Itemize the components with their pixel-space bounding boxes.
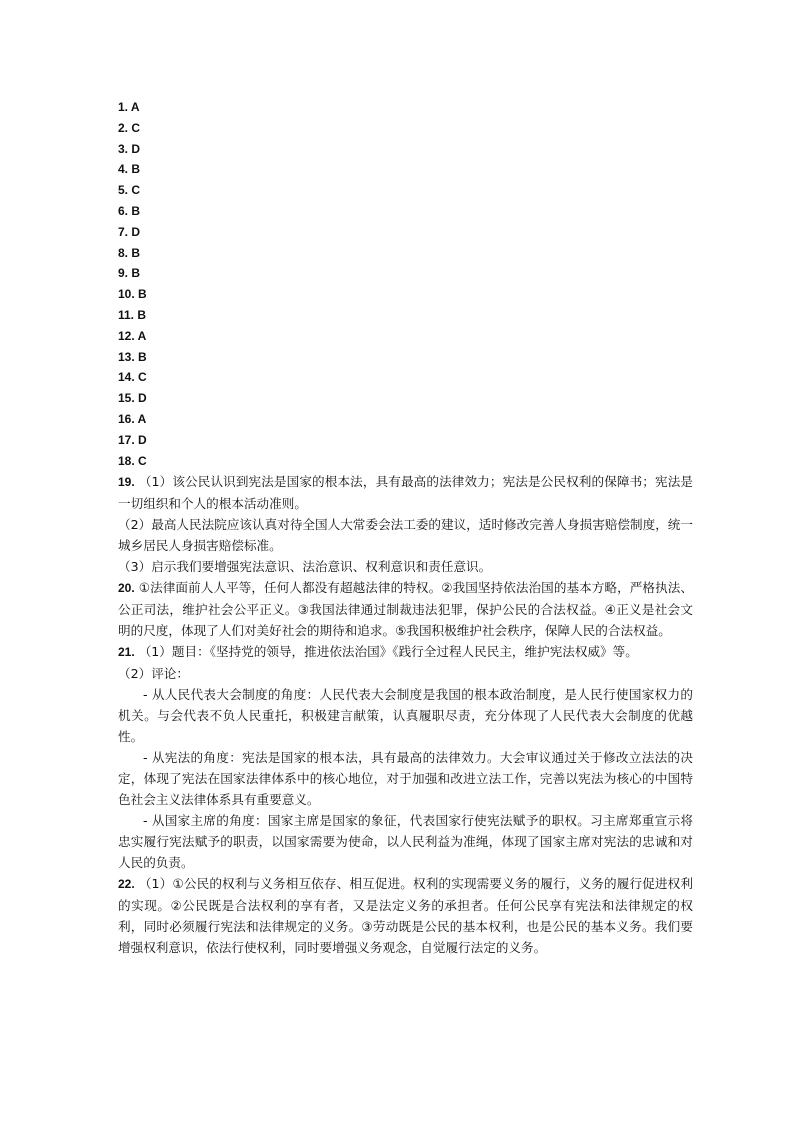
mc-answer-17: 17. D <box>118 432 147 447</box>
mc-answer-9: 9. B <box>118 266 141 281</box>
mc-answer-15: 15. D <box>118 391 147 406</box>
question-21-answer <box>118 641 693 873</box>
q21-comment-congress: - 从人民代表大会制度的角度：人民代表大会制度是我国的根本政治制度，是人民行使国家权力的机关。与会代表不负人民重托，积极建言献策，认真履职尽责，充分体现了人民代表大会制度的优越性。 <box>118 687 693 745</box>
mc-answer-11: 11. B <box>118 307 147 322</box>
mc-answer-13: 13. B <box>118 349 147 364</box>
question-22-answer <box>118 873 693 958</box>
q21-part-2: （2）评论： <box>118 666 189 682</box>
mc-answer-1: 1. A <box>118 100 140 114</box>
q21-part-1-text: （1）题目：《坚持党的领导，推进依法治国》《践行全过程人民民主，维护宪法权威》等。 <box>138 644 638 660</box>
mc-answer-18: 18. C <box>118 453 147 468</box>
mc-answer-4: 4. B <box>118 162 141 177</box>
q19-part-1 <box>118 471 693 514</box>
q22-part-1-text: （1）①公民的权利与义务相互依存、相互促进。权利的实现需要义务的履行，义务的履行促进权利的实现。②公民既是合法权利的享有者，又是法定义务的承担者。任何公民享有宪法和法律规定的权利，同时必须履行宪法和法律规定的义务。③劳动既是公民的基本权利，也是公民的基本义务。我们要增强权利意识，依法行使权利，同时要增强义务观念，自觉履行法定的义务。 <box>118 876 693 956</box>
mc-answer-8: 8. B <box>118 245 141 260</box>
answer-key-page <box>118 97 693 958</box>
multiple-choice-answers <box>118 97 693 471</box>
q19-number: 19. <box>118 475 135 490</box>
question-19-answer <box>118 471 693 577</box>
mc-answer-14: 14. C <box>118 370 147 385</box>
q22-number: 22. <box>118 877 135 892</box>
mc-answer-6: 6. B <box>118 203 141 218</box>
q21-comment-constitution: - 从宪法的角度：宪法是国家的根本法，具有最高的法律效力。大会审议通过关于修改立法法的决定，体现了宪法在国家法律体系中的核心地位，对于加强和改进立法工作，完善以宪法为核心的中国特色社会主义法律体系具有重要意义。 <box>118 750 693 808</box>
q19-part-1-text: （1）该公民认识到宪法是国家的根本法，具有最高的法律效力；宪法是公民权利的保障书；宪法是一切组织和个人的根本活动准则。 <box>118 474 693 512</box>
mc-answer-16: 16. A <box>118 411 147 426</box>
q20-text: ①法律面前人人平等，任何人都没有超越法律的特权。②我国坚持依法治国的基本方略，严格执法、公正司法，维护社会公平正义。③我国法律通过制裁违法犯罪，保护公民的合法权益。④正义是社会文明的尺度，体现了人们对美好社会的期待和追求。⑤我国积极维护社会秩序，保障人民的合法权益。 <box>118 580 693 639</box>
question-20-answer <box>118 577 693 641</box>
mc-answer-3: 3. D <box>118 141 141 156</box>
q21-part-1 <box>118 641 693 663</box>
mc-answer-7: 7. D <box>118 224 141 239</box>
mc-answer-5: 5. C <box>118 183 141 198</box>
q22-part-1 <box>118 873 693 958</box>
mc-answer-2: 2. C <box>118 120 141 135</box>
q21-number: 21. <box>118 645 135 660</box>
q19-part-3: （3）启示我们要增强宪法意识、法治意识、权利意识和责任意识。 <box>118 559 492 575</box>
q21-comment-president: - 从国家主席的角度：国家主席是国家的象征，代表国家行使宪法赋予的职权。习主席郑重宣示将忠实履行宪法赋予的职责，以国家需要为使命，以人民利益为准绳，体现了国家主席对宪法的忠诚和对人民的负责。 <box>118 813 693 871</box>
q19-part-2: （2）最高人民法院应该认真对待全国人大常委会法工委的建议，适时修改完善人身损害赔偿制度，统一城乡居民人身损害赔偿标准。 <box>118 517 693 554</box>
q20-number: 20. <box>118 581 135 596</box>
mc-answer-12: 12. A <box>118 328 147 343</box>
mc-answer-10: 10. B <box>118 287 147 302</box>
q20-text-block <box>118 577 693 641</box>
